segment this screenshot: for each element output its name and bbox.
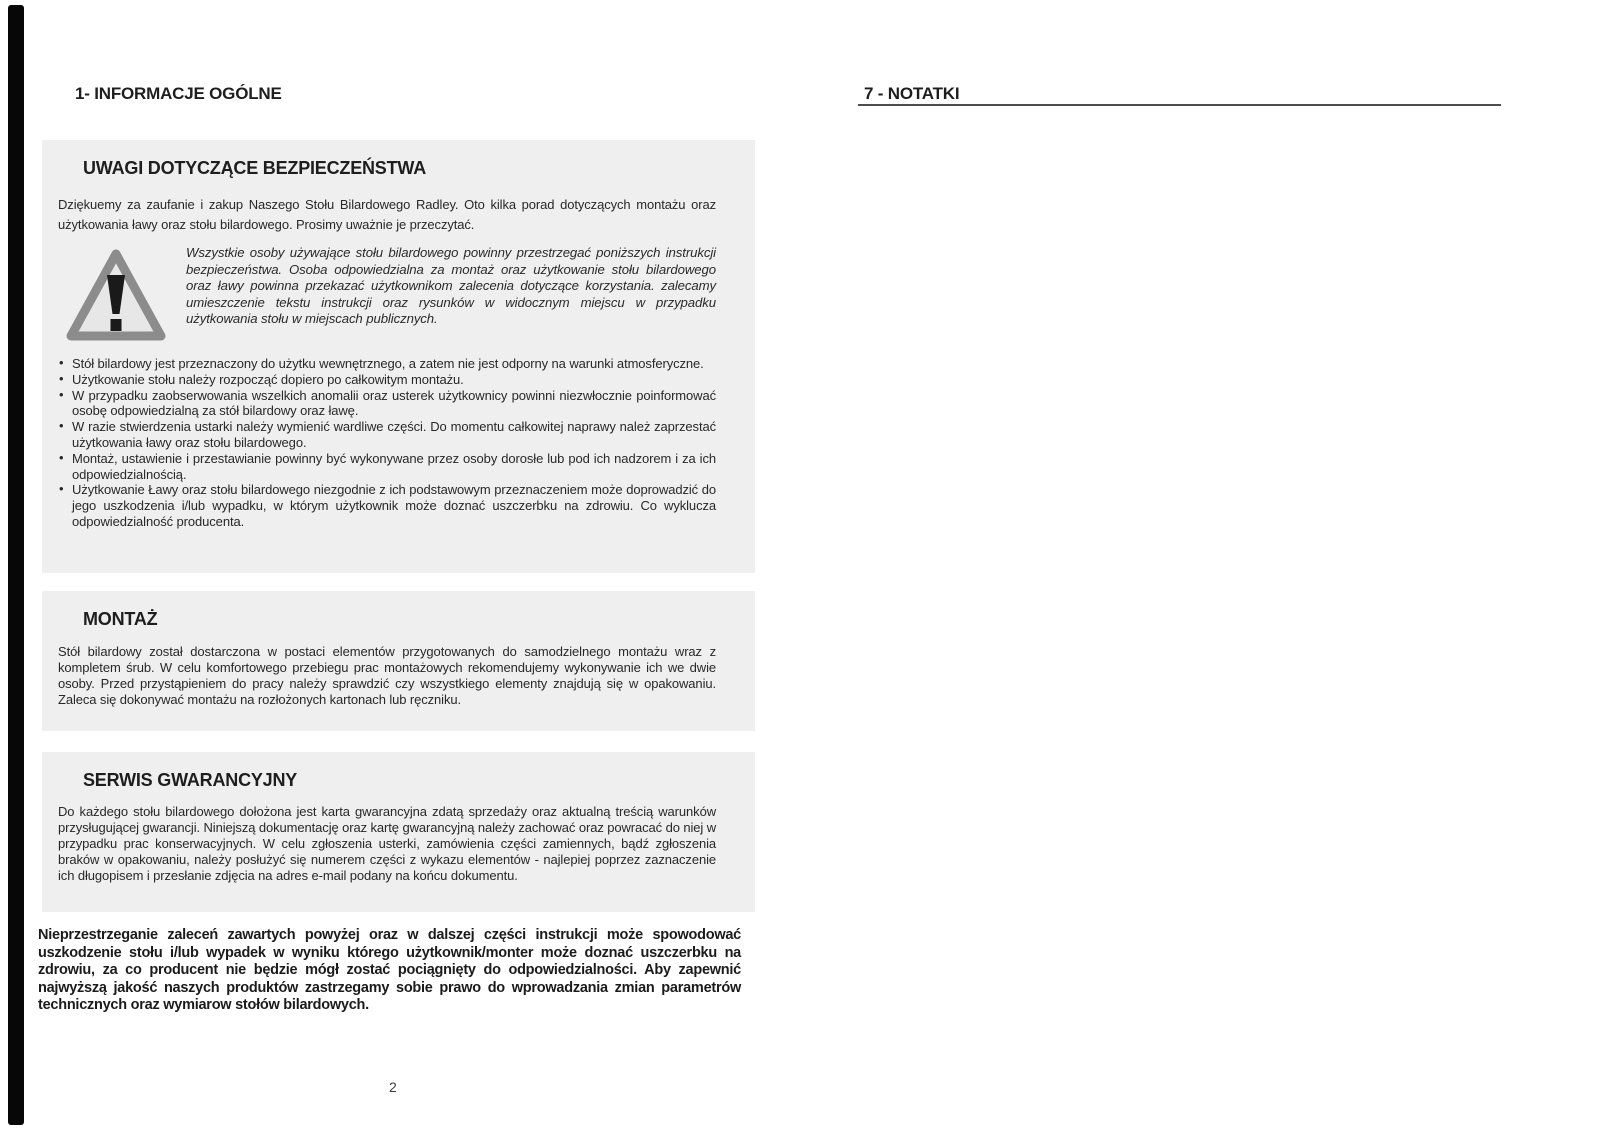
warranty-section-title: SERWIS GWARANCYJNY [83, 770, 298, 790]
safety-bullet-list [58, 356, 716, 530]
safety-section-panel [42, 140, 755, 573]
disclaimer-paragraph: Nieprzestrzeganie zaleceń zawartych powyżej oraz w dalszej części instrukcji może spowodować uszkodzenie stołu i/lub wypadek w wyniku którego użytkownik/monter może doznać uszczerbku na zdrowiu, za co producent nie będzie mógł zostać pociągnięty do odpowiedzialności. Aby zapewnić najwyższą jakość naszych produktów zastrzegamy sobie prawo do wprowadzania zmian parametrów technicznych oraz wymiarow stołów bilardowych. [38, 927, 741, 1014]
safety-section-title: UWAGI DOTYCZĄCE BEZPIECZEŃSTWA [83, 158, 427, 178]
assembly-section-panel [42, 591, 755, 731]
assembly-paragraph: Stół bilardowy został dostarczona w postaci elementów przygotowanych do samodzielnego montażu wraz z kompletem śrub. W celu komfortowego przebiegu prac montażowych rekomendujemy wykonywanie ich we dwie osoby. Przed przystąpieniem do pracy należy sprawdzić czy wszystkiego elementy znajdują się w opakowaniu. Zaleca się dokonywać montażu na rozłożonych kartonach lub ręczniku. [58, 644, 716, 707]
assembly-section-title: MONTAŻ [83, 609, 158, 629]
safety-bullet-item: • Użytkowanie stołu należy rozpocząć dopiero po całkowitym montażu. [58, 372, 716, 388]
right-page-heading: 7 - NOTATKI [864, 84, 960, 103]
safety-bullet-item: • Montaż, ustawienie i przestawianie powinny być wykonywane przez osoby dorosłe lub pod ich nadzorem i za ich odpowiedzialnością. [58, 451, 716, 483]
safety-bullet-item: • Stół bilardowy jest przeznaczony do użytku wewnętrznego, a zatem nie jest odporny na warunki atmosferyczne. [58, 356, 716, 372]
safety-warning-row [62, 245, 716, 349]
safety-bullet-item: • Użytkowanie Ławy oraz stołu bilardowego niezgodnie z ich podstawowym przeznaczeniem może doprowadzić do jego uszkodzenia i/lub wypadku, w którym użytkownik może doznać uszczerbku na zdrowiu. Co wyklucza odpowiedzialność producenta. [58, 482, 716, 529]
left-page-heading: 1- INFORMACJE OGÓLNE [75, 84, 282, 103]
notes-heading-rule [858, 104, 1501, 106]
safety-intro-paragraph: Dziękuemy za zaufanie i zakup Naszego Stołu Bilardowego Radley. Oto kilka porad dotyczących montażu oraz użytkowania ławy oraz stołu bilardowego. Prosimy uważnie je przeczytać. [58, 197, 716, 232]
safety-bullet-item: • W przypadku zaobserwowania wszelkich anomalii oraz usterek użytkownicy powinni niezwłocznie poinformować osobę odpowiedzialną za stół bilardowy oraz ławę. [58, 388, 716, 420]
scan-edge-bar [8, 5, 24, 1125]
warranty-paragraph: Do każdego stołu bilardowego dołożona jest karta gwarancyjna zdatą sprzedaży oraz aktualną treścią warunków przysługującej gwarancji. Niniejszą dokumentację oraz kartę gwarancyjną należy zachować oraz powracać do niej w przypadku prac konserwacyjnych. W celu zgłoszenia usterki, zamówienia części zamiennych, bądź zgłoszenia braków w opakowaniu, należy posłużyć się numerem części z wykazu elementów - najlepiej poprzez zaznaczenie ich długopisem i przesłanie zdjęcia na adres e-mail podany na końcu dokumentu. [58, 804, 717, 883]
warranty-section-panel [42, 752, 755, 912]
page-number: 2 [389, 1079, 397, 1095]
safety-bullet-item: • W razie stwierdzenia ustarki należy wymienić wardliwe części. Do momentu całkowitej naprawy należ zaprzestać użytkowania ławy oraz stołu bilardowego. [58, 419, 716, 451]
warning-triangle-icon [62, 245, 170, 349]
safety-warning-text: Wszystkie osoby używające stołu bilardowego powinny przestrzegać poniższych instrukcji bezpieczeństwa. Osoba odpowiedzialna za montaż oraz użytkowanie stołu bilardowego oraz ławy powinna przekazać użytkownikom zalecenia dotyczące korzystania. zalecamy umieszczenie tekstu instrukcji oraz rysunków w widocznym miejscu w przypadku użytkowania stołu w miejscach publicznych. [186, 245, 716, 327]
